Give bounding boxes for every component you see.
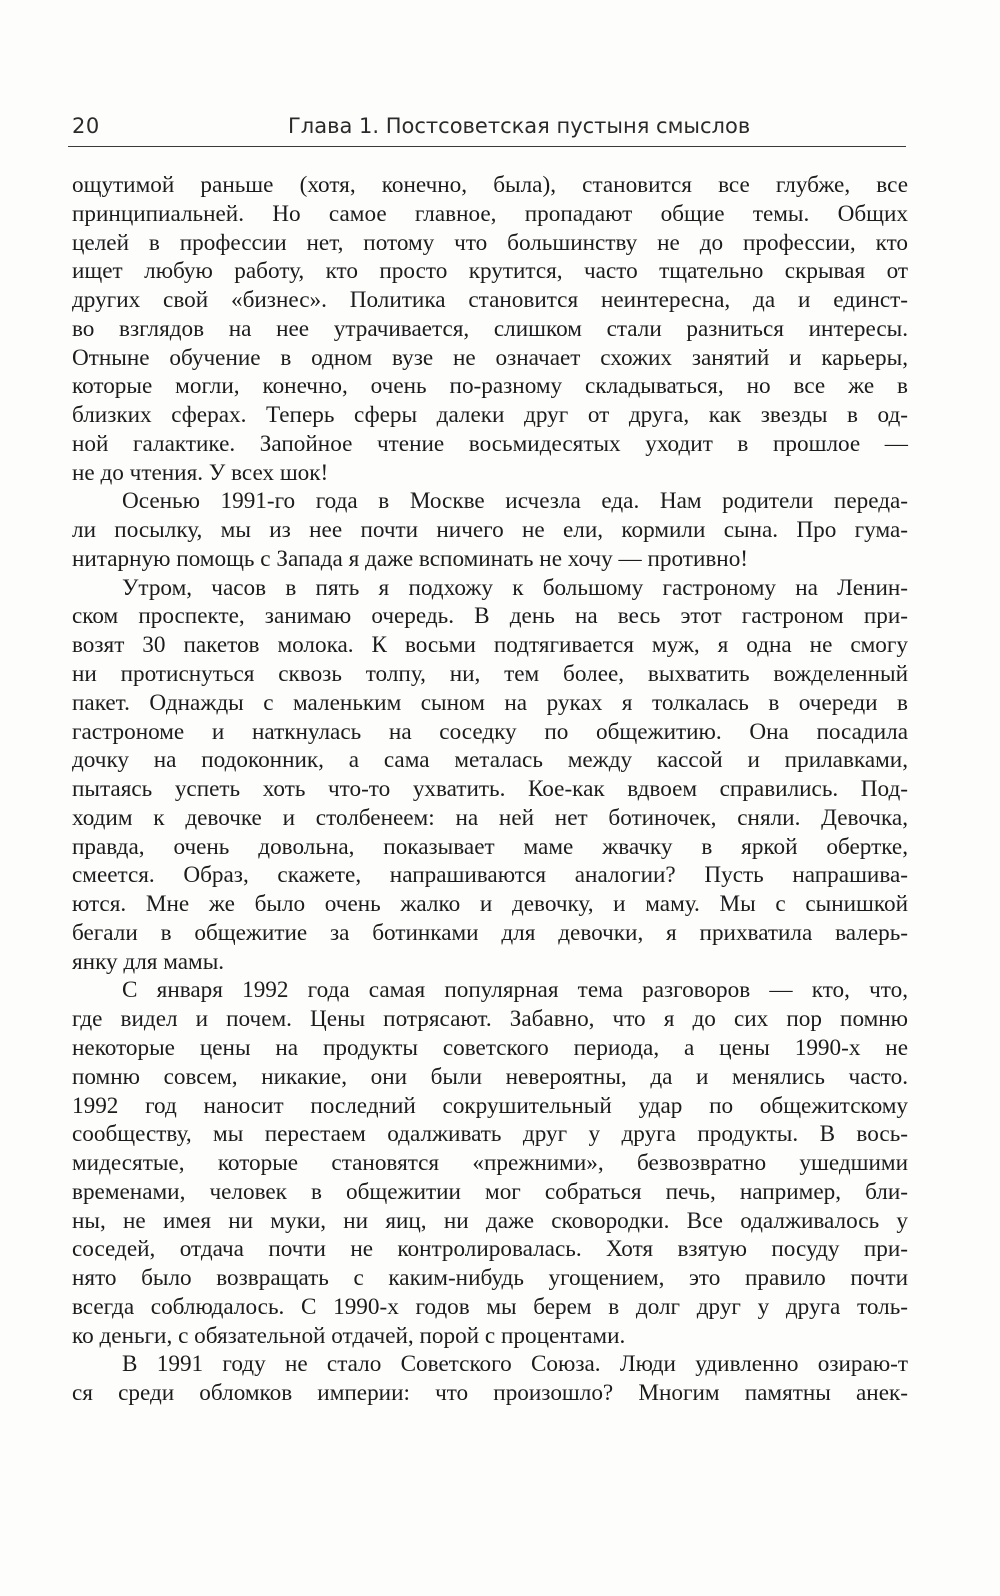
text-line: соседей, отдача почти не контролировалась. Хотя взятую посуду при- [72, 1236, 908, 1263]
text-line: ощутимой раньше (хотя, конечно, была), становится все глубже, все [72, 172, 908, 198]
text-line: временами, человек в общежитии мог собраться печь, например, бли- [72, 1178, 908, 1205]
text-line: возят 30 пакетов молока. К восьми подтягивается муж, я одна не смогу [72, 632, 908, 659]
text-line: во взглядов на нее утрачивается, слишком стали разниться интересы. [72, 315, 908, 342]
text-line: мидесятые, которые становятся «прежними», безвозвратно ушедшими [72, 1150, 908, 1177]
body-text [72, 171, 908, 1408]
text-line: помню совсем, никакие, они были невероятны, да и менялись часто. [72, 1063, 908, 1090]
text-line: Осенью 1991-го года в Москве исчезла еда. Нам родители переда- [122, 488, 908, 515]
text-line: ни протиснуться сквозь толпу, ни, тем более, выхватить вожделенный [72, 661, 908, 688]
text-line: нято было возвращать с каким-нибудь угощением, это правило почти [72, 1265, 908, 1292]
text-line: правда, очень довольна, показывает маме жвачку в яркой обертке, [72, 833, 908, 860]
text-line: ли посылку, мы из нее почти ничего не ели, кормили сына. Про гума- [72, 517, 908, 544]
page-number: 20 [72, 114, 100, 138]
text-line: 1992 год наносит последний сокрушительный удар по общежитскому [72, 1092, 908, 1119]
text-line: близких сферах. Теперь сферы далеки друг от друга, как звезды в од- [72, 402, 908, 429]
text-line: янку для мамы. [72, 948, 225, 975]
text-line: ходим к девочке и столбенеем: на ней нет ботиночек, сняли. Девочка, [72, 804, 908, 831]
text-line: ко деньги, с обязательной отдачей, порой с процентами. [72, 1322, 626, 1349]
text-line: пытаясь успеть хоть что-то ухватить. Кое-как вдвоем справились. Под- [72, 776, 908, 803]
text-line: ны, не имея ни муки, ни яиц, ни даже сковородки. Все одалживалось у [72, 1207, 908, 1234]
text-line: принципиальней. Но самое главное, пропадают общие темы. Общих [72, 200, 908, 227]
text-line: бегали в общежитие за ботинками для девочки, я прихватила валерь- [72, 919, 908, 946]
text-line: смеется. Образ, скажете, напрашиваются аналогии? Пусть напрашива- [72, 862, 908, 889]
text-line: других свой «бизнес». Политика становится неинтересна, да и единст- [72, 287, 908, 314]
text-line: ском проспекте, занимаю очередь. В день на весь этот гастроном при- [72, 603, 908, 630]
running-header [68, 110, 906, 147]
text-line: ной галактике. Запойное чтение восьмидесятых уходит в прошлое — [72, 430, 908, 457]
text-line: ются. Мне же было очень жалко и девочку, и маму. Мы с сынишкой [72, 891, 908, 918]
text-line: С января 1992 года самая популярная тема разговоров — кто, что, [122, 977, 908, 1004]
text-line: некоторые цены на продукты советского периода, а цены 1990-х не [72, 1034, 908, 1061]
text-line: сообществу, мы перестаем одалживать друг у друга продукты. В вось- [72, 1121, 908, 1148]
text-line: ищет любую работу, кто просто крутится, часто тщательно скрывая от [72, 258, 908, 285]
text-line: гастрономе и наткнулась на соседку по общежитию. Она посадила [72, 718, 908, 745]
text-line: не до чтения. У всех шок! [72, 459, 329, 486]
text-line: целей в профессии нет, потому что большинству не до профессии, кто [72, 229, 908, 256]
text-line: пакет. Однажды с маленьким сыном на руках я толкалась в очереди в [72, 689, 908, 716]
text-line: дочку на подоконник, а сама металась между кассой и прилавками, [72, 747, 908, 774]
text-line: нитарную помощь с Запада я даже вспоминать не хочу — противно! [72, 545, 749, 572]
chapter-title: Глава 1. Постсоветская пустыня смыслов [288, 114, 751, 138]
text-line: где видел и почем. Цены потрясают. Забавно, что я до сих пор помню [72, 1006, 908, 1033]
text-line: Отныне обучение в одном вузе не означает схожих занятий и карьеры, [72, 344, 908, 371]
text-line: В 1991 году не стало Советского Союза. Люди удивленно озираю-т [122, 1351, 908, 1378]
text-line: ся среди обломков империи: что произошло? Многим памятны анек- [72, 1380, 908, 1407]
text-line: Утром, часов в пять я подхожу к большому гастроному на Ленин- [122, 574, 908, 601]
text-line: которые могли, конечно, очень по-разному складываться, но все же в [72, 373, 908, 400]
text-line: всегда соблюдалось. С 1990-х годов мы берем в долг друг у друга толь- [72, 1293, 908, 1320]
